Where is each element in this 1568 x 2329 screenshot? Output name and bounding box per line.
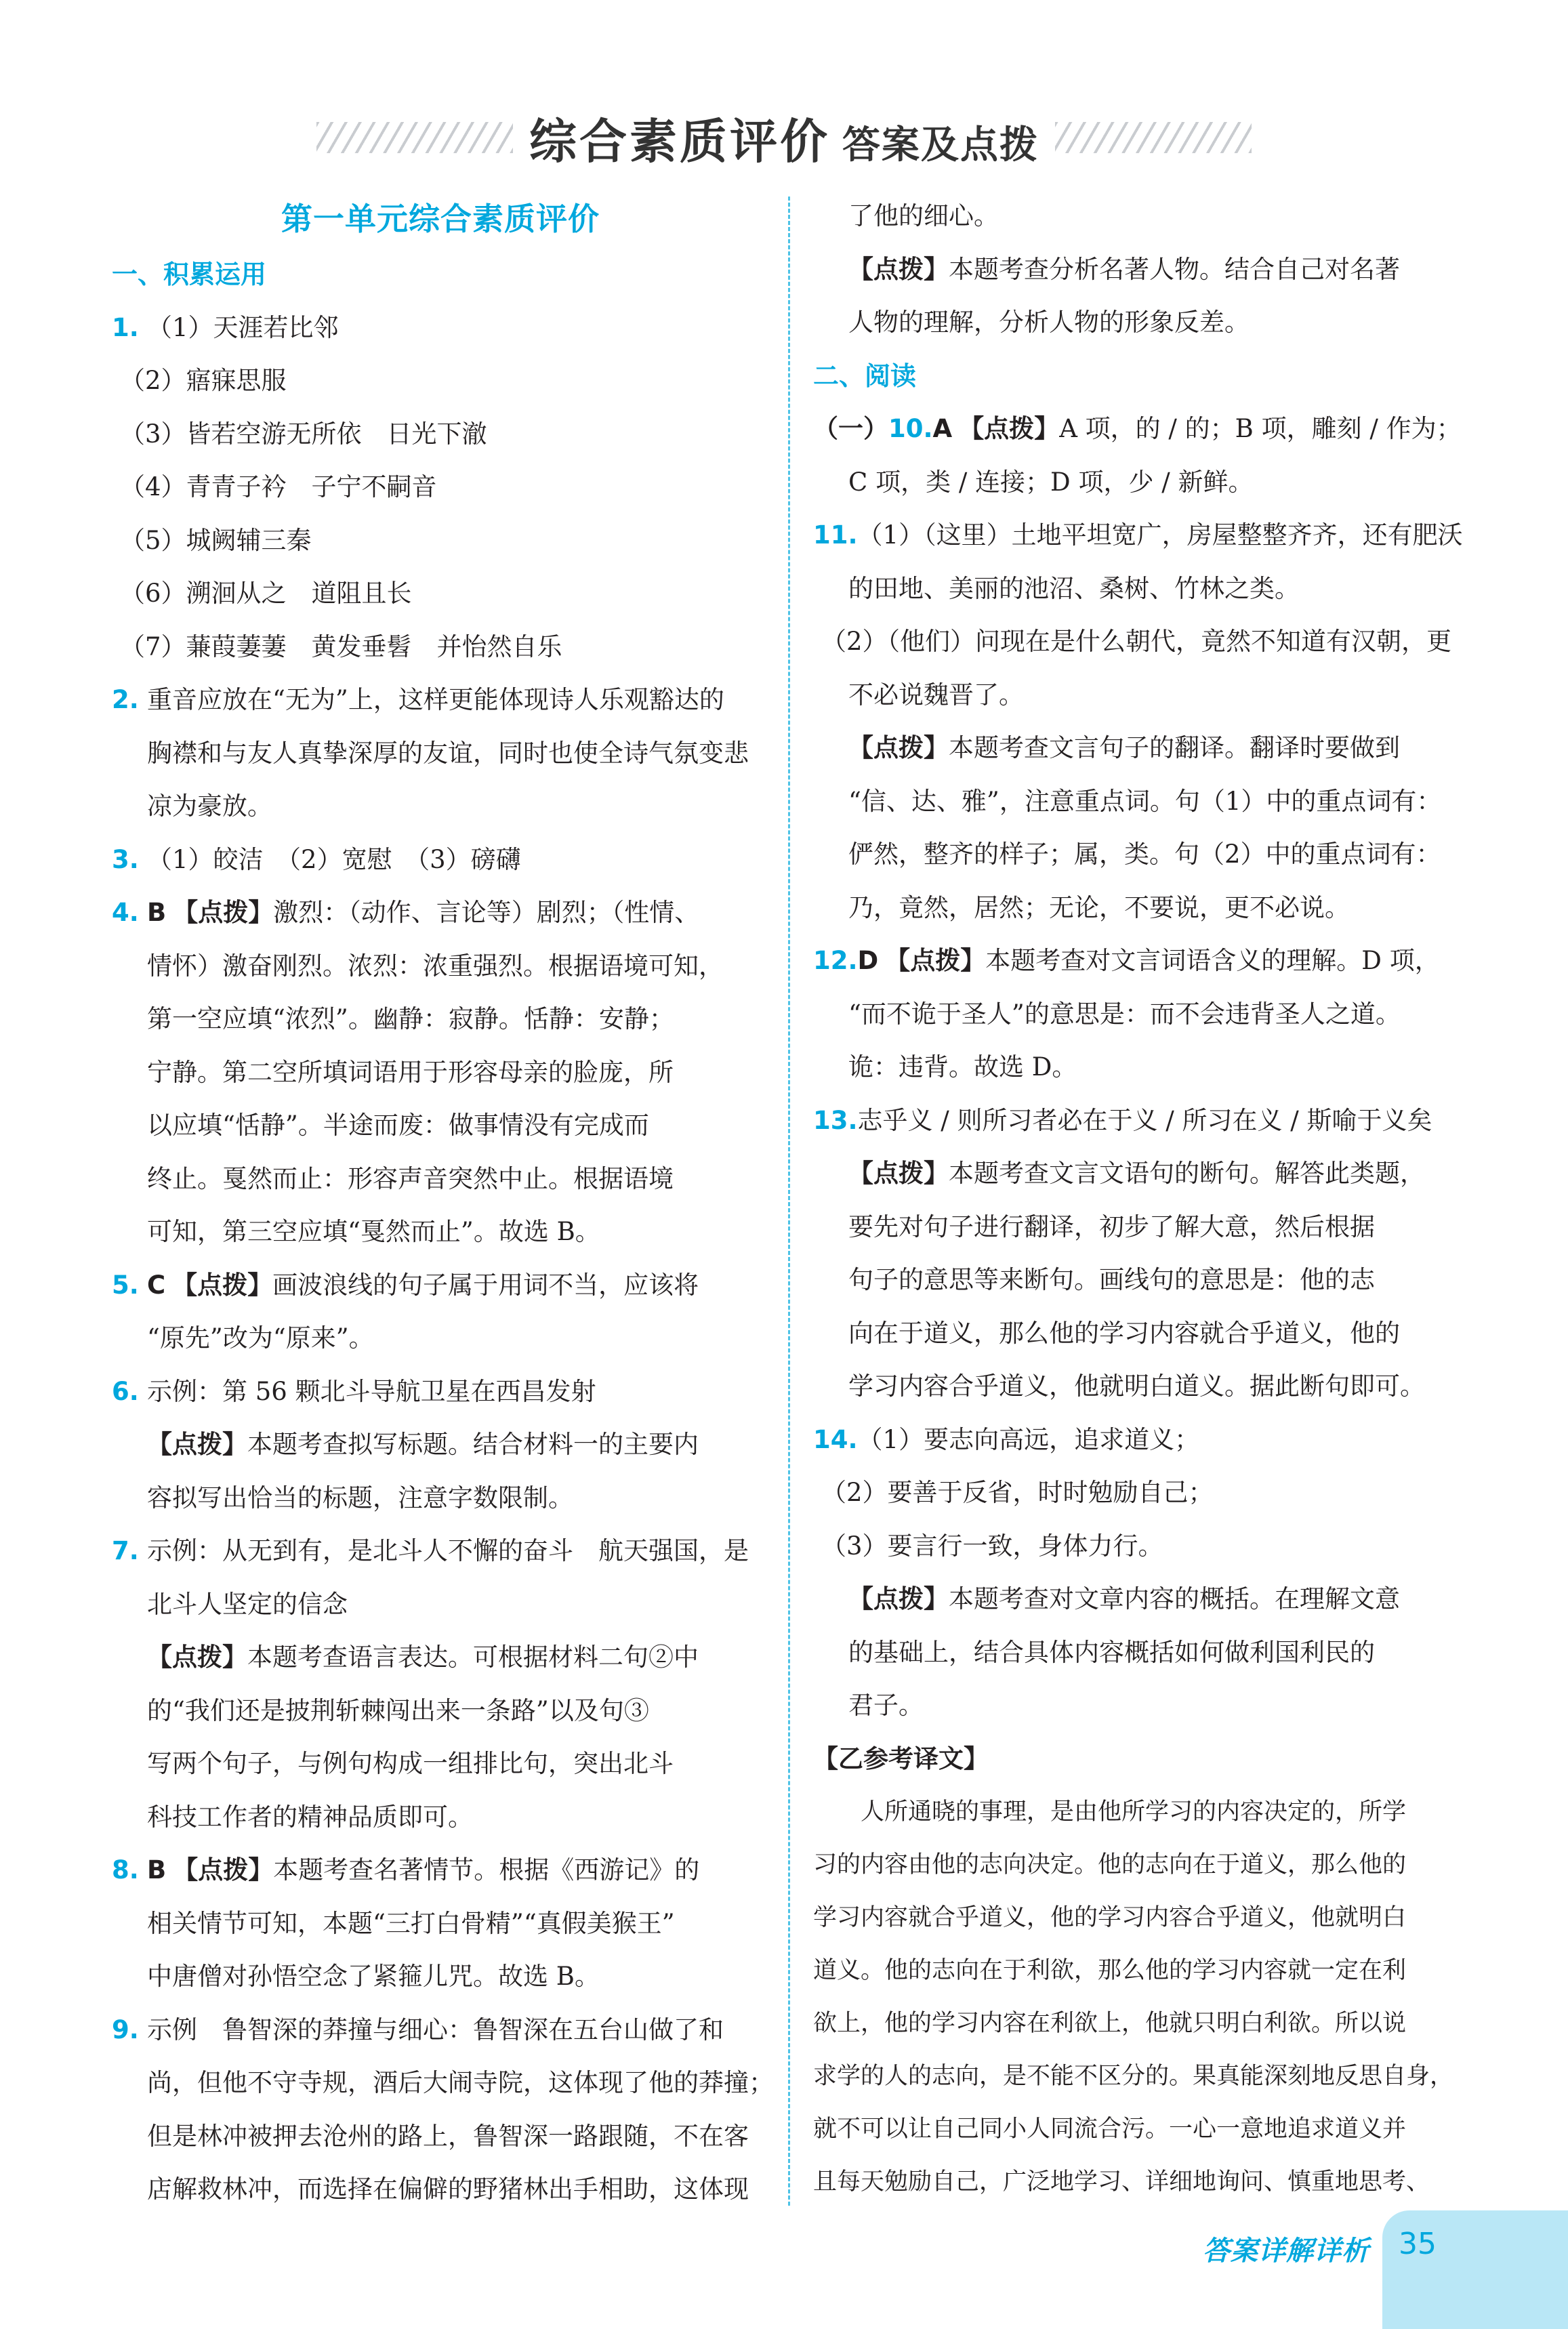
question-number: 3. — [112, 844, 139, 874]
answer-text: （1）要志向高远，追求道义； — [857, 1424, 1200, 1454]
group-label: （一） — [813, 414, 888, 443]
answer-text: 尚，但他不守寺规，酒后大闹寺院，这体现了他的莽撞； — [147, 2068, 774, 2097]
answer-line — [813, 1041, 1481, 1094]
tip-label: 【点拨】 — [885, 946, 986, 975]
translation-line: 就不可以让自己同小人同流合污。一心一意地追求道义并 — [813, 2116, 1407, 2143]
answer-line — [813, 1254, 1481, 1307]
question-number: 11. — [813, 520, 858, 550]
answer-line — [112, 2057, 774, 2110]
answer-line — [112, 1791, 769, 1844]
left-column — [112, 190, 774, 2217]
answer-line — [813, 775, 1481, 829]
tip-label: 【点拨】 — [173, 898, 274, 927]
question-line — [112, 1844, 769, 1897]
answer-text: 本题考查拟写标题。结合材料一的主要内 — [247, 1430, 699, 1459]
answer-text: 句子的意思等来断句。画线句的意思是：他的志 — [848, 1265, 1375, 1294]
answer-line — [813, 669, 1481, 722]
answer-choice: A — [932, 414, 953, 443]
answer-text: （1）天涯若比邻 — [147, 312, 339, 342]
question-number: 9. — [112, 2015, 139, 2044]
answer-text: （3）要言行一致，身体力行。 — [821, 1531, 1163, 1561]
question-number: 4. — [112, 898, 139, 927]
answer-text: “原先”改为“原来”。 — [147, 1323, 374, 1353]
translation-line: 且每天勉励自己，广泛地学习、详细地询问、慎重地思考、 — [813, 2168, 1430, 2196]
translation-line: 求学的人的志向，是不能不区分的。果真能深刻地反思自身， — [813, 2063, 1454, 2090]
answer-text: （7）蒹葭萋萋 黄发垂髫 并怡然自乐 — [120, 632, 562, 661]
tip-label: 【点拨】 — [147, 1430, 247, 1459]
answer-text: 俨然，整齐的样子；属，类。句（2）中的重点词有： — [848, 840, 1441, 869]
question-number: 1. — [112, 312, 139, 342]
answer-choice: C — [147, 1270, 166, 1300]
question-number: 2. — [112, 685, 139, 714]
tip-label: 【点拨】 — [173, 1855, 274, 1884]
translation-line: 人所通晓的事理，是由他所学习的内容决定的，所学 — [813, 1798, 1407, 1826]
answer-text: 科技工作者的精神品质即可。 — [147, 1802, 473, 1832]
answer-text: 写两个句子，与例句构成一组排比句，突出北斗 — [147, 1749, 674, 1778]
translation-line: 习的内容由他的志向决定。他的志向在于道义，那么他的 — [813, 1851, 1407, 1878]
question-line — [112, 833, 769, 887]
answer-choice: B — [147, 898, 167, 927]
answer-text: （2）寤寐思服 — [120, 366, 287, 395]
unit-title: 第一单元综合素质评价 — [281, 201, 600, 237]
answer-text: 要先对句子进行翻译，初步了解大意，然后根据 — [848, 1212, 1375, 1241]
question-line — [112, 1525, 769, 1578]
answer-line — [112, 514, 769, 568]
answer-text: A 项，的 / 的；B 项，雕刻 / 作为； — [1059, 414, 1462, 443]
tip-label: 【点拨】 — [147, 1643, 247, 1672]
question-number: 8. — [112, 1855, 139, 1884]
translation-line: 欲上，他的学习内容在利欲上，他就只明白利欲。所以说 — [813, 2010, 1407, 2037]
question-line — [813, 509, 1481, 562]
answer-text: 的田地、美丽的池沼、桑树、竹林之类。 — [848, 573, 1300, 603]
answer-text: 本题考查分析名著人物。结合自己对名著 — [949, 254, 1400, 284]
answer-text: “信、达、雅”，注意重点词。句（1）中的重点词有： — [848, 786, 1442, 816]
question-line — [112, 2004, 769, 2057]
answer-text: 但是林冲被押去沧州的路上，鲁智深一路跟随，不在客 — [147, 2121, 749, 2151]
answer-text: （5）城阙辅三秦 — [120, 525, 312, 555]
answer-line — [813, 828, 1481, 882]
answer-line — [813, 1201, 1481, 1254]
answer-line — [813, 562, 1481, 616]
answer-text: （1）（这里）土地平坦宽广，房屋整整齐齐，还有肥沃 — [857, 520, 1463, 550]
answer-text: 相关情节可知，本题“三打白骨精”“真假美猴王” — [147, 1908, 675, 1938]
footer-label: 答案详解详析 — [1203, 2235, 1369, 2267]
answer-text: 示例 鲁智深的莽撞与细心：鲁智深在五台山做了和 — [147, 2015, 724, 2044]
page-header — [0, 100, 1568, 175]
question-line — [813, 934, 1481, 988]
question-number: 12. — [813, 946, 858, 975]
answer-line — [112, 1685, 769, 1738]
answer-text: （6）溯洄从之 道阻且长 — [120, 579, 412, 608]
question-line — [112, 302, 769, 355]
right-column — [813, 190, 1481, 2208]
answer-text: （1）皎洁 （2）宽慰 （3）磅礴 — [147, 844, 521, 874]
answer-line — [112, 1897, 769, 1951]
answer-text: 中唐僧对孙悟空念了紧箍儿咒。故选 B。 — [147, 1962, 600, 1991]
answer-text: “而不诡于圣人”的意思是：而不会违背圣人之道。 — [848, 999, 1401, 1029]
answer-text: （3）皆若空游无所依 日光下澈 — [120, 419, 487, 449]
question-number: 5. — [112, 1270, 139, 1300]
answer-line — [813, 1573, 1481, 1626]
question-line — [112, 1259, 769, 1313]
answer-text: 本题考查文言句子的翻译。翻译时要做到 — [949, 733, 1400, 762]
answer-text: 北斗人坚定的信念 — [147, 1589, 348, 1619]
header-hatch-left — [316, 122, 513, 153]
question-line — [112, 674, 769, 727]
answer-line — [112, 567, 769, 621]
answer-line — [112, 1578, 769, 1632]
answer-text: 本题考查对文章内容的概括。在理解文意 — [949, 1584, 1400, 1613]
answer-text: 诡：违背。故选 D。 — [848, 1052, 1077, 1081]
answer-line — [813, 1360, 1481, 1414]
translation-line: 学习内容就合乎道义，他的学习内容合乎道义，他就明白 — [813, 1904, 1407, 1931]
answer-text: 学习内容合乎道义，他就明白道义。据此断句即可。 — [848, 1372, 1425, 1401]
answer-line — [112, 1737, 769, 1791]
answer-text: 画波浪线的句子属于用词不当，应该将 — [272, 1270, 699, 1300]
answer-text: 示例：从无到有，是北斗人不懈的奋斗 航天强国，是 — [147, 1536, 749, 1565]
answer-line — [813, 882, 1481, 935]
answer-line — [813, 296, 1481, 350]
tip-label: 【点拨】 — [848, 254, 949, 284]
answer-text: （2）要善于反省，时时勉励自己； — [821, 1478, 1214, 1507]
translation-line: 道义。他的志向在于利欲，那么他的学习内容就一定在利 — [813, 1957, 1407, 1984]
answer-text: 示例：第 56 颗北斗导航卫星在西昌发射 — [147, 1376, 596, 1406]
question-number: 10. — [888, 414, 933, 443]
answer-text: 凉为豪放。 — [147, 791, 272, 821]
question-line — [813, 1094, 1481, 1148]
answer-text: 君子。 — [848, 1691, 924, 1720]
answer-line — [112, 1418, 769, 1472]
translation-title: 【乙参考译文】 — [813, 1744, 989, 1773]
answer-text: 可知，第三空应填“戛然而止”。故选 B。 — [147, 1217, 600, 1246]
answer-text: 店解救林冲，而选择在偏僻的野猪林出手相助，这体现 — [147, 2175, 749, 2204]
answer-text: 志乎义 / 则所习者必在于义 / 所习在义 / 斯喻于义矣 — [857, 1105, 1432, 1135]
section-title: 二、阅读 — [813, 360, 917, 391]
answer-line — [813, 1520, 1481, 1573]
tip-label: 【点拨】 — [959, 414, 1060, 443]
answer-line — [112, 461, 769, 514]
tip-label: 【点拨】 — [172, 1270, 273, 1300]
header-hatch-right — [1055, 122, 1252, 153]
answer-line — [112, 2163, 769, 2217]
question-number: 14. — [813, 1424, 858, 1454]
answer-text: （2）（他们）问现在是什么朝代，竟然不知道有汉朝，更 — [821, 627, 1452, 656]
answer-choice: B — [147, 1855, 167, 1884]
answer-line — [112, 1312, 769, 1365]
answer-line — [112, 1472, 769, 1525]
answer-text: 人物的理解，分析人物的形象反差。 — [848, 308, 1250, 337]
column-divider — [788, 197, 790, 2206]
answer-text: 容拟写出恰当的标题，注意字数限制。 — [147, 1483, 573, 1512]
answer-text: 的“我们还是披荆斩棘闯出来一条路”以及句③ — [147, 1695, 649, 1725]
answer-text: 本题考查对文言词语含义的理解。D 项， — [985, 946, 1440, 975]
answer-text: 本题考查语言表达。可根据材料二句②中 — [247, 1643, 699, 1672]
tip-label: 【点拨】 — [848, 1584, 949, 1613]
answer-text: C 项，类 / 连接；D 项，少 / 新鲜。 — [848, 467, 1254, 497]
answer-text: 以应填“恬静”。半途而废：做事情没有完成而 — [147, 1111, 649, 1140]
answer-text: 向在于道义，那么他的学习内容就合乎道义，他的 — [848, 1318, 1400, 1348]
question-line — [112, 886, 769, 940]
answer-text: 的基础上，结合具体内容概括如何做利国利民的 — [848, 1637, 1375, 1667]
answer-line — [813, 722, 1481, 775]
tip-label: 【点拨】 — [848, 733, 949, 762]
answer-text: 本题考查文言文语句的断句。解答此类题， — [949, 1159, 1425, 1188]
question-line — [813, 403, 1481, 456]
answer-line — [813, 1147, 1481, 1201]
section-title: 一、积累运用 — [112, 260, 267, 289]
answer-line — [112, 408, 769, 461]
question-line — [813, 1414, 1481, 1467]
answer-text: 宁静。第二空所填词语用于形容母亲的脸庞，所 — [147, 1057, 674, 1087]
answer-line — [112, 1099, 769, 1153]
answer-line — [813, 1626, 1481, 1680]
question-line — [112, 1365, 769, 1419]
answer-text: 重音应放在“无为”上，这样更能体现诗人乐观豁达的 — [147, 685, 724, 714]
answer-line — [112, 993, 769, 1046]
header-subtitle: 答案及点拨 — [842, 123, 1039, 167]
answer-text: 胸襟和与友人真挚深厚的友谊，同时也使全诗气氛变悲 — [147, 738, 749, 768]
header-title — [529, 104, 1039, 172]
answer-text: （4）青青子衿 子宁不嗣音 — [120, 472, 437, 501]
answer-line — [112, 940, 769, 993]
question-number: 7. — [112, 1536, 139, 1565]
answer-line — [112, 1205, 769, 1259]
answer-text: 终止。戛然而止：形容声音突然中止。根据语境 — [147, 1163, 674, 1193]
answer-text: 本题考查名著情节。根据《西游记》的 — [273, 1855, 700, 1884]
answer-line — [112, 1631, 769, 1685]
answer-text: 第一空应填“浓烈”。幽静：寂静。恬静：安静； — [147, 1004, 674, 1033]
answer-line — [112, 780, 769, 833]
answer-text: 了他的细心。 — [848, 201, 999, 230]
answer-line — [813, 615, 1481, 669]
answer-line — [813, 988, 1481, 1042]
question-number: 6. — [112, 1376, 139, 1406]
answer-text: 不必说魏晋了。 — [848, 680, 1024, 709]
answer-line — [813, 456, 1481, 510]
tip-label: 【点拨】 — [848, 1159, 949, 1188]
answer-line — [813, 243, 1481, 297]
answer-line — [813, 1307, 1481, 1361]
answer-choice: D — [857, 946, 879, 975]
answer-line — [112, 727, 769, 781]
answer-line — [112, 2110, 769, 2164]
answer-line — [112, 1046, 769, 1100]
answer-line — [813, 1466, 1481, 1520]
answer-line — [813, 1679, 1481, 1733]
answer-line — [813, 190, 1481, 243]
answer-text: 情怀）激奋刚烈。浓烈：浓重强烈。根据语境可知， — [147, 951, 724, 981]
page-number: 35 — [1399, 2227, 1437, 2261]
answer-text: 激烈：（动作、言论等）剧烈；（性情、 — [273, 898, 700, 927]
header-main-title: 综合素质评价 — [529, 113, 830, 169]
answer-line — [112, 354, 769, 408]
answer-line — [112, 1950, 769, 2004]
answer-text: 乃，竟然，居然；无论，不要说，更不必说。 — [848, 892, 1350, 922]
answer-line — [112, 1153, 769, 1206]
question-number: 13. — [813, 1105, 858, 1135]
answer-line — [112, 621, 769, 674]
